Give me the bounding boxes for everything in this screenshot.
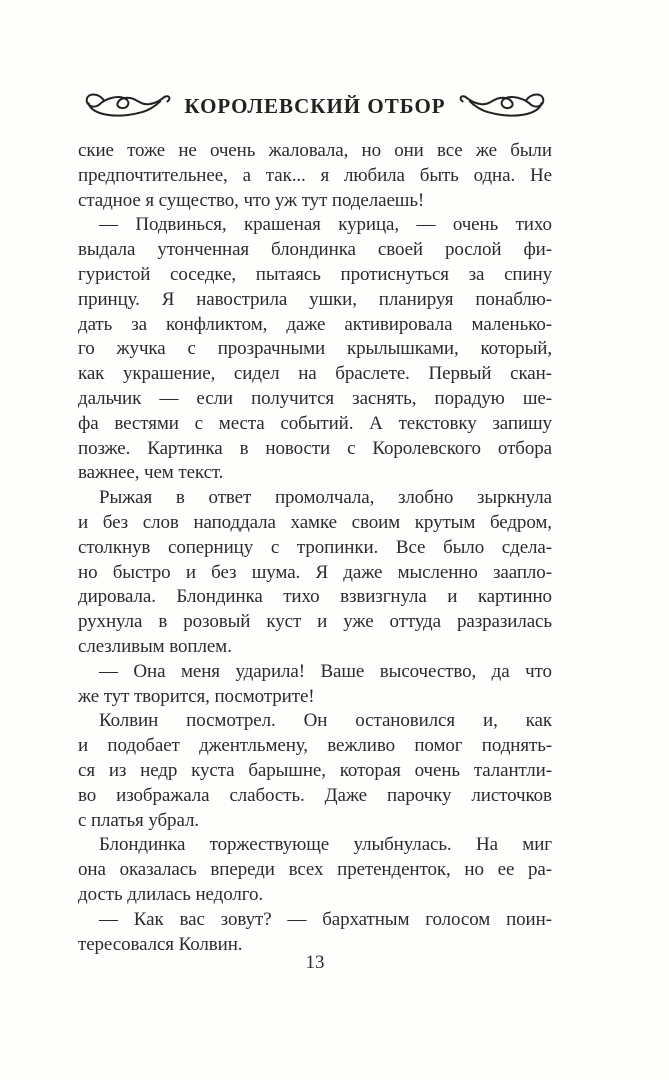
text-line: предпочтительнее, а так... я любила быть одна. Не [78,164,552,186]
text-line: ские тоже не очень жаловала, но они все же были [78,140,552,161]
text-line: и без слов наподдала хамке своим крутым бедром, [78,511,552,533]
text-line: стадное я существо, что уж тут поделаешь! [78,189,425,211]
flourish-ornament-left-icon [84,89,172,123]
paragraph [78,908,552,958]
paragraph [78,660,552,710]
text-line: ся из недр куста барышне, которая очень талантли- [78,759,552,781]
text-line: дировала. Блондинка тихо взвизгнула и картинно [78,586,552,608]
chapter-title: КОРОЛЕВСКИЙ ОТБОР [184,93,446,118]
page-text [78,139,552,957]
text-line: во изображала слабость. Даже парочку листочков [78,784,552,806]
text-line: она оказалась впереди всех претенденток, но ее ра- [78,859,552,881]
text-line: слезливым воплем. [78,635,232,657]
text-line: Колвин посмотрел. Он остановился и, как [99,710,552,732]
text-line: рухнула в розовый куст и уже оттуда разразилась [78,611,552,633]
text-line: — Как вас зовут? — бархатным голосом поин- [99,908,552,930]
text-line: столкнув соперницу с тропинки. Все было сдела- [78,536,552,558]
paragraph [78,486,552,660]
text-line: Блондинка торжествующе улыбнулась. На миг [99,834,552,856]
text-line: важнее, чем текст. [78,462,224,484]
paragraph [78,139,552,213]
flourish-ornament-right-icon [458,89,546,123]
page-number: 13 [305,952,325,973]
chapter-header [78,86,552,126]
text-line: — Подвинься, крашеная курица, — очень тихо [99,214,552,236]
text-line: тересовался Колвин. [78,933,243,955]
text-line: же тут творится, посмотрите! [78,685,315,707]
text-line: — Она меня ударила! Ваше высочество, да что [99,660,552,682]
paragraph [78,213,552,486]
paragraph [78,709,552,833]
text-line: Рыжая в ответ промолчала, злобно зыркнула [99,487,552,509]
text-line: дать за конфликтом, даже активировала маленько- [78,313,552,335]
page-footer [78,952,552,974]
text-line: го жучка с прозрачными крылышками, который, [78,338,552,360]
text-line: фа вестями с места событий. А текстовку запишу [78,412,552,434]
text-line: выдала утонченная блондинка своей рослой фи- [78,239,552,261]
paragraph [78,833,552,907]
text-line: и подобает джентльмену, вежливо помог поднять- [78,735,552,757]
text-line: дость длилась недолго. [78,883,263,905]
text-line: позже. Картинка в новости с Королевского отбора [78,437,552,459]
text-line: как украшение, сидел на браслете. Первый скан- [78,363,552,385]
text-line: с платья убрал. [78,809,199,831]
text-line: принцу. Я навострила ушки, планируя понаблю- [78,288,552,310]
text-line: но быстро и без шума. Я даже мысленно заапло- [78,561,552,583]
text-line: гуристой соседке, пытаясь протиснуться за спину [78,263,552,285]
text-line: дальчик — если получится заснять, порадую ше- [78,387,552,409]
